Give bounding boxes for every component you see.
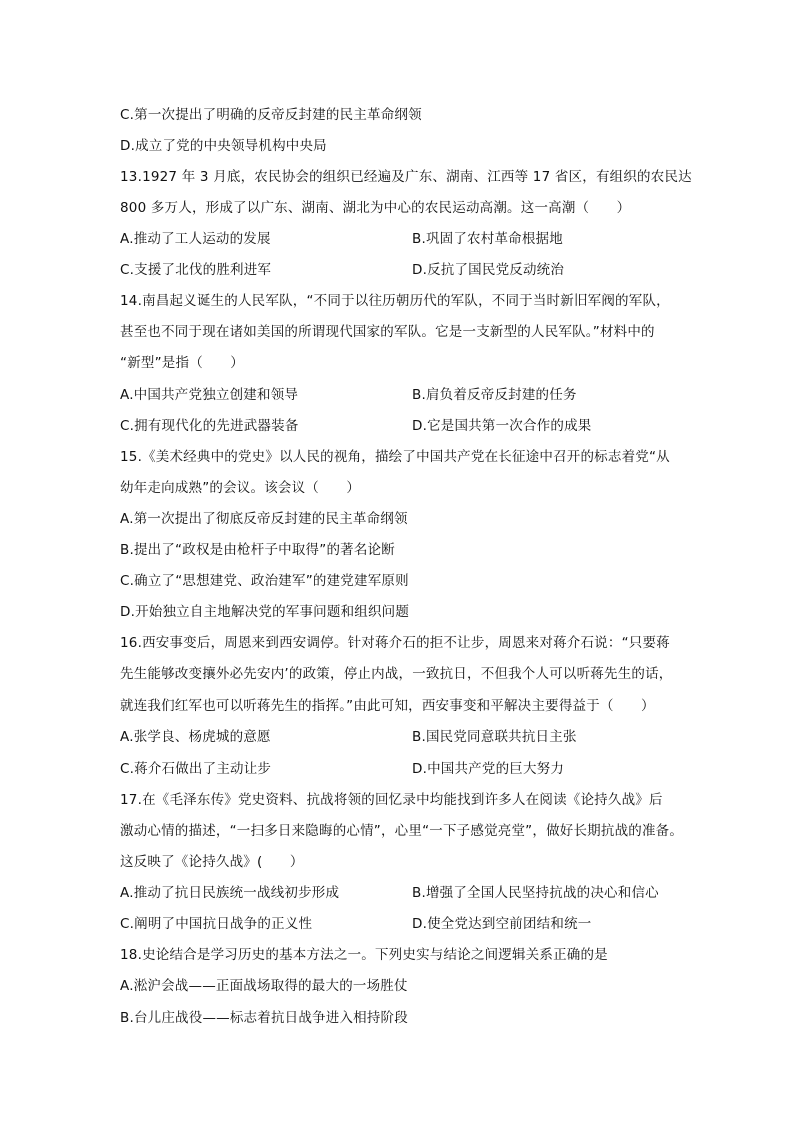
q15-stem-line2: 幼年走向成熟”的会议。该会议（ ） (120, 480, 361, 496)
q15-stem-line1: 15.《美术经典中的党史》以人民的视角，描绘了中国共产党在长征途中召开的标志着党“从 (120, 449, 670, 465)
q16-stem-line3: 就连我们红军也可以听蒋先生的指挥。”由此可知，西安事变和平解决主要得益于（ ） (120, 698, 655, 714)
q14-option-a: A.中国共产党独立创建和领导 (120, 387, 299, 403)
q17-option-b: B.增强了全国人民坚持抗战的决心和信心 (412, 885, 659, 901)
q14-option-d: D.它是国共第一次合作的成果 (412, 418, 592, 434)
q12-option-c: C.第一次提出了明确的反帝反封建的民主革命纲领 (120, 107, 422, 123)
q17-stem-line2: 激动心情的描述，“一扫多日来隐晦的心情”，心里“一下子感觉亮堂”，做好长期抗战的准备。 (120, 823, 684, 839)
q14-stem-line2: 甚至也不同于现在诸如美国的所谓现代国家的军队。它是一支新型的人民军队。”材料中的 (120, 324, 655, 340)
q18-option-a: A.淞沪会战——正面战场取得的最大的一场胜仗 (120, 978, 408, 994)
q17-stem-line1: 17.在《毛泽东传》党史资料、抗战将领的回忆录中均能找到许多人在阅读《论持久战》后 (120, 792, 663, 808)
q16-option-d: D.中国共产党的巨大努力 (412, 761, 565, 777)
q15-option-c: C.确立了“思想建党、政治建军”的建党建军原则 (120, 573, 409, 589)
q13-stem-line2: 800 多万人，形成了以广东、湖南、湖北为中心的农民运动高潮。这一高潮（ ） (120, 200, 631, 216)
q13-option-b: B.巩固了农村革命根据地 (412, 231, 563, 247)
q16-option-a: A.张学良、杨虎城的意愿 (120, 729, 271, 745)
q14-stem-line1: 14.南昌起义诞生的人民军队，“不同于以往历朝历代的军队，不同于当时新旧军阀的军队， (120, 293, 670, 309)
q17-option-a: A.推动了抗日民族统一战线初步形成 (120, 885, 340, 901)
q17-stem-line3: 这反映了《论持久战》( ） (120, 854, 304, 870)
q16-stem-line2: 先生能够改变攘外必先安内’的政策，停止内战，一致抗日，不但我个人可以听蒋先生的话， (120, 666, 673, 682)
q13-option-a: A.推动了工人运动的发展 (120, 231, 271, 247)
q14-stem-line3: “新型”是指（ ） (120, 355, 244, 371)
q13-option-c: C.支援了北伐的胜利进军 (120, 262, 272, 278)
q14-option-b: B.肩负着反帝反封建的任务 (412, 387, 577, 403)
q16-option-b: B.国民党同意联共抗日主张 (412, 729, 577, 745)
q18-option-b: B.台儿庄战役——标志着抗日战争进入相持阶段 (120, 1010, 408, 1026)
q15-option-d: D.开始独立自主地解决党的军事问题和组织问题 (120, 604, 410, 620)
q18-stem-line1: 18.史论结合是学习历史的基本方法之一。下列史实与结论之间逻辑关系正确的是 (120, 947, 608, 963)
q17-option-d: D.使全党达到空前团结和统一 (412, 916, 592, 932)
q16-stem-line1: 16.西安事变后，周恩来到西安调停。针对蒋介石的拒不让步，周恩来对蒋介石说：“只要蒋 (120, 635, 670, 651)
q14-option-c: C.拥有现代化的先进武器装备 (120, 418, 299, 434)
q13-stem-line1: 13.1927 年 3 月底，农民协会的组织已经遍及广东、湖南、江西等 17 省区，有组织的农民达 (120, 169, 692, 185)
q15-option-a: A.第一次提出了彻底反帝反封建的民主革命纲领 (120, 511, 408, 527)
q15-option-b: B.提出了“政权是由枪杆子中取得”的著名论断 (120, 542, 395, 558)
q17-option-c: C.阐明了中国抗日战争的正义性 (120, 916, 313, 932)
q16-option-c: C.蒋介石做出了主动让步 (120, 761, 272, 777)
q13-option-d: D.反抗了国民党反动统治 (412, 262, 565, 278)
q12-option-d: D.成立了党的中央领导机构中央局 (120, 138, 327, 154)
